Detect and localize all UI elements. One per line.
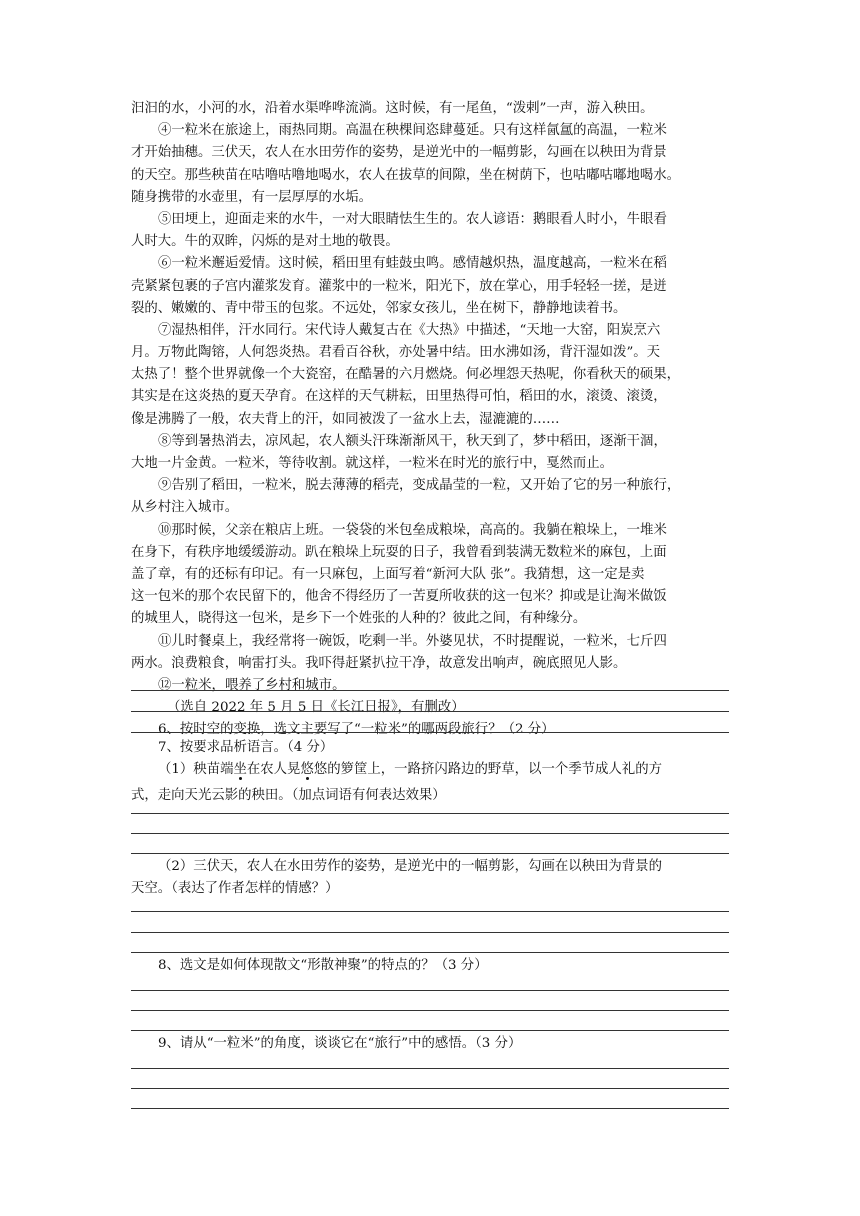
question-7-1-cont: 式，走向天光云影的秧田。（加点词语有何表达效果）: [131, 788, 446, 804]
source-citation: （选自 2022 年 5 月 5 日《长江日报》，有删改）: [167, 700, 465, 716]
question-9: 9、请从“一粒米”的角度，谈谈它在“旅行”中的感悟。（3 分）: [158, 1036, 522, 1051]
q7-1-text: （1）秧苗端: [158, 762, 234, 778]
answer-line: [131, 1068, 729, 1069]
text-line: 从乡村注入城市。: [131, 500, 239, 516]
questions-block-7: [131, 737, 729, 808]
text-line: 盖了章，有的还标有印记。有一只麻包，上面写着“新河大队 张”。我猜想，这一定是卖: [131, 566, 645, 582]
answer-line: [131, 833, 729, 834]
answer-line: [131, 952, 729, 953]
questions-block-7-2: [131, 856, 729, 900]
text-line: 才开始抽穗。三伏天，农人在水田劳作的姿势，是逆光中的一幅剪影，勾画在以秧田为背景: [131, 145, 667, 161]
answer-line: [131, 1010, 729, 1011]
paragraph-5-line: ⑤田埂上，迎面走来的水牛，一对大眼睛怯生生的。农人谚语：鹅眼看人时小，牛眼看: [158, 211, 667, 227]
answer-line: [131, 813, 729, 814]
question-7-2-cont: 天空。（表达了作者怎样的情感？）: [131, 881, 339, 897]
paragraph-10-line: ⑩那时候，父亲在粮店上班。一袋袋的米包垒成粮垛，高高的。我躺在粮垛上，一堆米: [158, 522, 667, 538]
questions-block-8: [131, 955, 729, 977]
answer-line: [131, 1088, 729, 1089]
paragraph-9-line: ⑨告别了稻田，一粒米，脱去薄薄的稻壳，变成晶莹的一粒，又开始了它的另一种旅行，: [158, 478, 681, 494]
text-line: 人时大。牛的双眸，闪烁的是对土地的敬畏。: [131, 234, 399, 250]
text-line: 随身携带的水壶里，有一层厚厚的水垢。: [131, 189, 373, 205]
questions-block-9: [131, 1033, 729, 1055]
paragraph-7-line: ⑦湿热相伴，汗水同行。宋代诗人戴复古在《大热》中描述，“天地一大窑，阳炭烹六: [158, 322, 661, 338]
emphasis-dot-word: 坐: [233, 762, 247, 778]
answer-line: [131, 732, 729, 733]
answer-line: [131, 911, 729, 912]
paragraph-8-line: ⑧等到暑热消去，凉风起，农人额头汗珠渐渐风干，秋天到了，梦中稻田，逐渐干涸，: [158, 433, 667, 449]
answer-line: [131, 690, 729, 691]
text-line: 汩汩的水，小河的水，沿着水渠哗哗流淌。这时候，有一尾鱼，“泼剌”一声，游入秧田。: [131, 101, 654, 116]
text-line: 两水。浪费粮食，响雷打头。我吓得赶紧扒拉干净，故意发出响声，碗底照见人影。: [131, 655, 627, 671]
text-line: 这一包米的那个农民留下的，他舍不得经历了一苦夏所收获的这一包米？抑或是让淘米做饭: [131, 589, 667, 605]
text-line: 壳紧紧包裹的子宫内灌浆发育。灌浆中的一粒米，阳光下，放在掌心，用手轻轻一搓，是迸: [131, 278, 667, 294]
paragraph-6-line: ⑥一粒米邂逅爱情。这时候，稻田里有蛙鼓虫鸣。感情越炽热，温度越高，一粒米在稻: [158, 256, 667, 272]
article-text: [131, 98, 729, 741]
question-7-2: （2）三伏天，农人在水田劳作的姿势，是逆光中的一幅剪影，勾画在以秧田为背景的: [158, 859, 662, 874]
text-line: 的城里人，晓得这一包米，是乡下一个姓张的人种的？彼此之间，有种缘分。: [131, 611, 587, 627]
answer-line: [131, 1030, 729, 1031]
answer-line: [131, 990, 729, 991]
question-7: 7、按要求品析语言。（4 分）: [158, 740, 334, 755]
answer-line: [131, 932, 729, 933]
question-6: 6、按时空的变换，选文主要写了“一粒米”的哪两段旅行？（2 分）: [158, 722, 555, 738]
text-line: 大地一片金黄。一粒米，等待收割。就这样，一粒米在时光的旅行中，戛然而止。: [131, 456, 614, 471]
text-line: 在身下，有秩序地缓缓游动。趴在粮垛上玩耍的日子，我曾看到装满无数粒米的麻包，上面: [131, 544, 667, 560]
text-line: 的天空。那些秧苗在咕噜咕噜地喝水，农人在拔草的间隙，坐在树荫下，也咕嘟咕嘟地喝水。: [131, 167, 681, 183]
text-line: 裂的、嫩嫩的、青中带玉的包浆。不远处，邻家女孩儿，坐在树下，静静地读着书。: [131, 300, 627, 316]
text-line: 太热了！整个世界就像一个大瓷窑，在酷暑的六月燃烧。何必埋怨天热呢，你看秋天的硕果，: [131, 367, 681, 383]
answer-line: [131, 711, 729, 712]
question-8: 8、选文是如何体现散文“形散神聚”的特点的？（3 分）: [158, 958, 488, 973]
text-line: 其实是在这炎热的夏天孕育。在这样的天气耕耘，田里热得可怕，稻田的水，滚烫、滚烫，: [131, 389, 667, 405]
paragraph-4-line: ④一粒米在旅途上，雨热同期。高温在秧棵间恣肆蔓延。只有这样氤氲的高温，一粒米: [158, 123, 667, 139]
answer-line: [131, 1108, 729, 1109]
emphasis-dot-word: 悠: [300, 762, 314, 778]
q7-1-text: 在农人晃: [246, 762, 301, 778]
text-line: 像是沸腾了一般，农夫背上的汗，如同被泼了一盆水上去，湿漉漉的……: [131, 411, 560, 427]
answer-line: [131, 853, 729, 854]
paragraph-12-line: ⑫一粒米，喂养了乡村和城市。: [158, 677, 346, 693]
text-line: 月。万物此陶镕，人何怨炎热。君看百谷秋，亦处暑中结。田水沸如汤，背汗湿如泼”。天: [131, 345, 661, 361]
question-7-1: [131, 759, 729, 781]
paragraph-11-line: ⑪儿时餐桌上，我经常将一碗饭，吃剩一半。外婆见状，不时提醒说，一粒米，七斤四: [158, 633, 667, 649]
q7-1-text: 悠的箩筐上，一路挤闪路边的野草，以一个季节成人礼的方: [313, 762, 662, 778]
